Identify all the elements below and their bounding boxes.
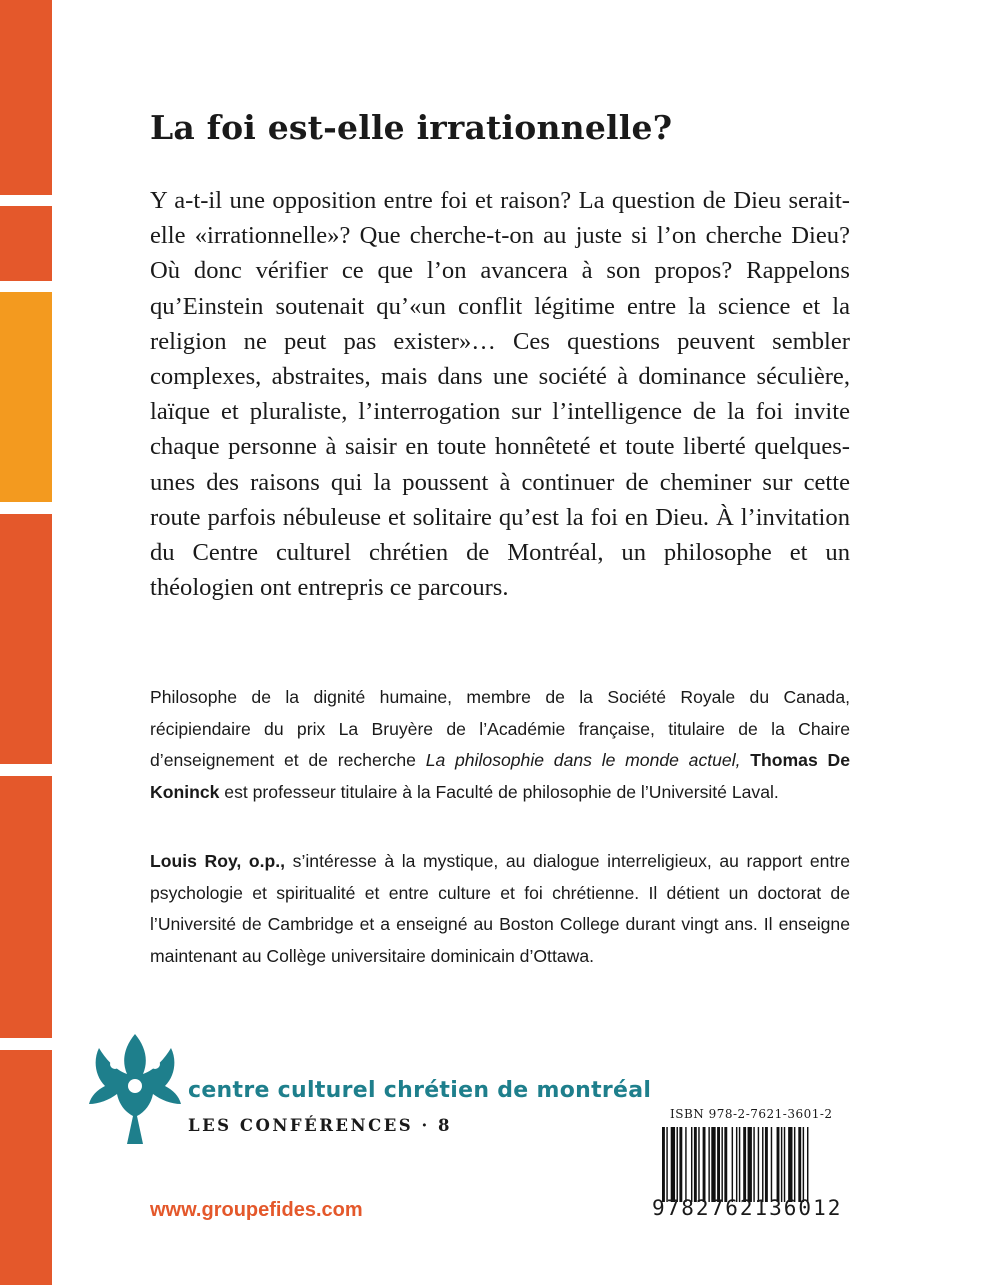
barcode-icon — [660, 1127, 860, 1202]
left-color-band-1 — [0, 0, 52, 195]
isbn-label: ISBN 978-2-7621-3601-2 — [670, 1107, 833, 1121]
left-color-band-3 — [0, 292, 52, 502]
left-color-band-2 — [0, 206, 52, 281]
bio-1-rest: est professeur titulaire à la Faculté de philosophie de l’Université Laval. — [219, 781, 779, 802]
lead-paragraph: Y a-t-il une opposition entre foi et raison? La question de Dieu serait-elle «irrationnelle»? Que cherche-t-on au juste si l’on cherche Dieu? Où donc vérifier ce que l’on avancera à son propos? Rappelons qu’Einstein soutenait qu’«un conflit légitime entre la science et la religion ne peut pas exister»… Ces questions peuvent sembler complexes, abstraites, mais dans une société à dominance séculière, laïque et pluraliste, l’interrogation sur l’intelligence de la foi invite chaque personne à saisir en toute honnêteté et toute liberté quelques-unes des raisons qui la poussent à continuer de cheminer sur cette route parfois nébuleuse et solitaire qu’est la foi en Dieu. À l’invitation du Centre culturel chrétien de Montréal, un philosophe et un théologien ont entrepris ce parcours. — [150, 187, 850, 602]
fleur-de-lis-logo-icon — [85, 1030, 185, 1148]
website-link[interactable]: www.groupefides.com — [150, 1199, 363, 1221]
left-color-band-6 — [0, 1050, 52, 1285]
bio-2-rest: s’intéresse à la mystique, au dialogue interreligieux, au rapport entre psychologie et spiritualité et entre culture et foi chrétienne. Il détient un doctorat de l’Université de Cambridge et a enseigné au Boston College durant vingt ans. Il enseigne maintenant au Collège universitaire dominicain d’Ottawa. — [150, 851, 850, 966]
barcode-number: 9782762136012 — [652, 1196, 843, 1220]
center-name: centre culturel chrétien de montréal — [188, 1078, 652, 1103]
left-color-band-4 — [0, 514, 52, 764]
bio-louis-roy — [150, 846, 850, 972]
bio-1-name: Thomas De Koninck — [150, 750, 850, 802]
series-label: LES CONFÉRENCES · 8 — [188, 1116, 452, 1135]
bio-1-chair-title: La philosophie dans le monde actuel, — [425, 750, 741, 771]
bio-2-name: Louis Roy, o.p., — [150, 851, 286, 871]
bio-thomas-de-koninck — [150, 682, 850, 808]
bio-1-intro: Philosophe de la dignité humaine, membre de la Société Royale du Canada, récipiendaire du prix La Bruyère de l’Académie française, titulaire de la Chaire d’enseignement et de recherche — [150, 687, 850, 771]
book-title: La foi est-elle irrationnelle? — [150, 108, 673, 147]
left-color-band-5 — [0, 776, 52, 1038]
